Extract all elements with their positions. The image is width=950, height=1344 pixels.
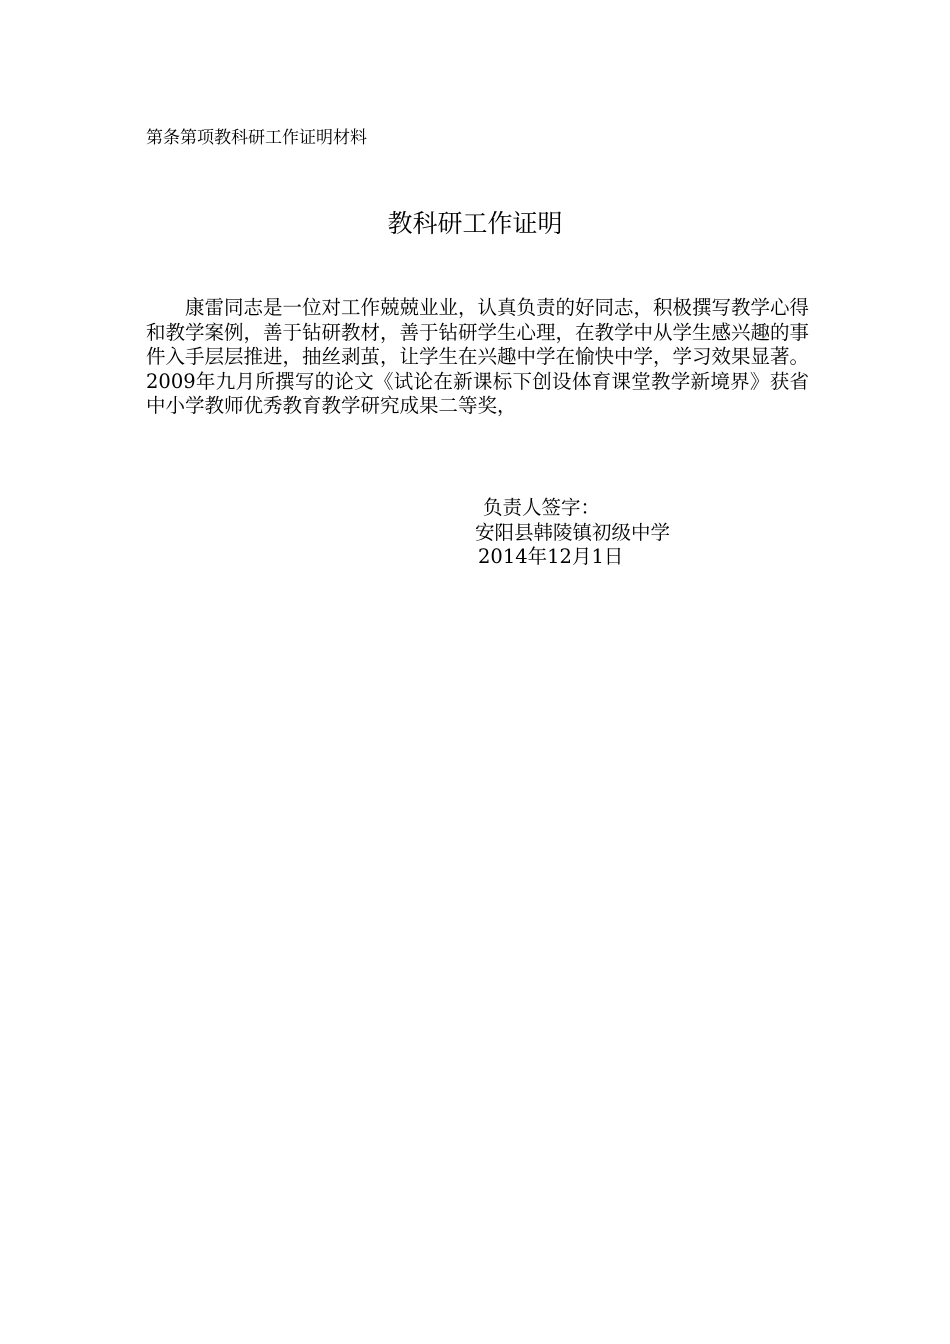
signature-organization: 安阳县韩陵镇初级中学 [475,520,671,544]
body-paragraph: 康雷同志是一位对工作兢兢业业，认真负责的好同志，积极撰写教学心得和教学案例，善于钻研教材，善于钻研学生心理，在教学中从学生感兴趣的事件入手层层推进，抽丝剥茧，让学生在兴趣中学在愉快中学，学习效果显著。2009年九月所撰写的论文《试论在新课标下创设体育课堂教学新境界》获省中小学教师优秀教育教学研究成果二等奖， [146,296,810,417]
signature-date: 2014年12月1日 [478,545,624,568]
signature-block [475,496,670,570]
header-note: 第条第项教科研工作证明材料 [146,128,367,148]
document-title: 教科研工作证明 [387,209,563,238]
signature-label: 负责人签字： [483,496,601,519]
